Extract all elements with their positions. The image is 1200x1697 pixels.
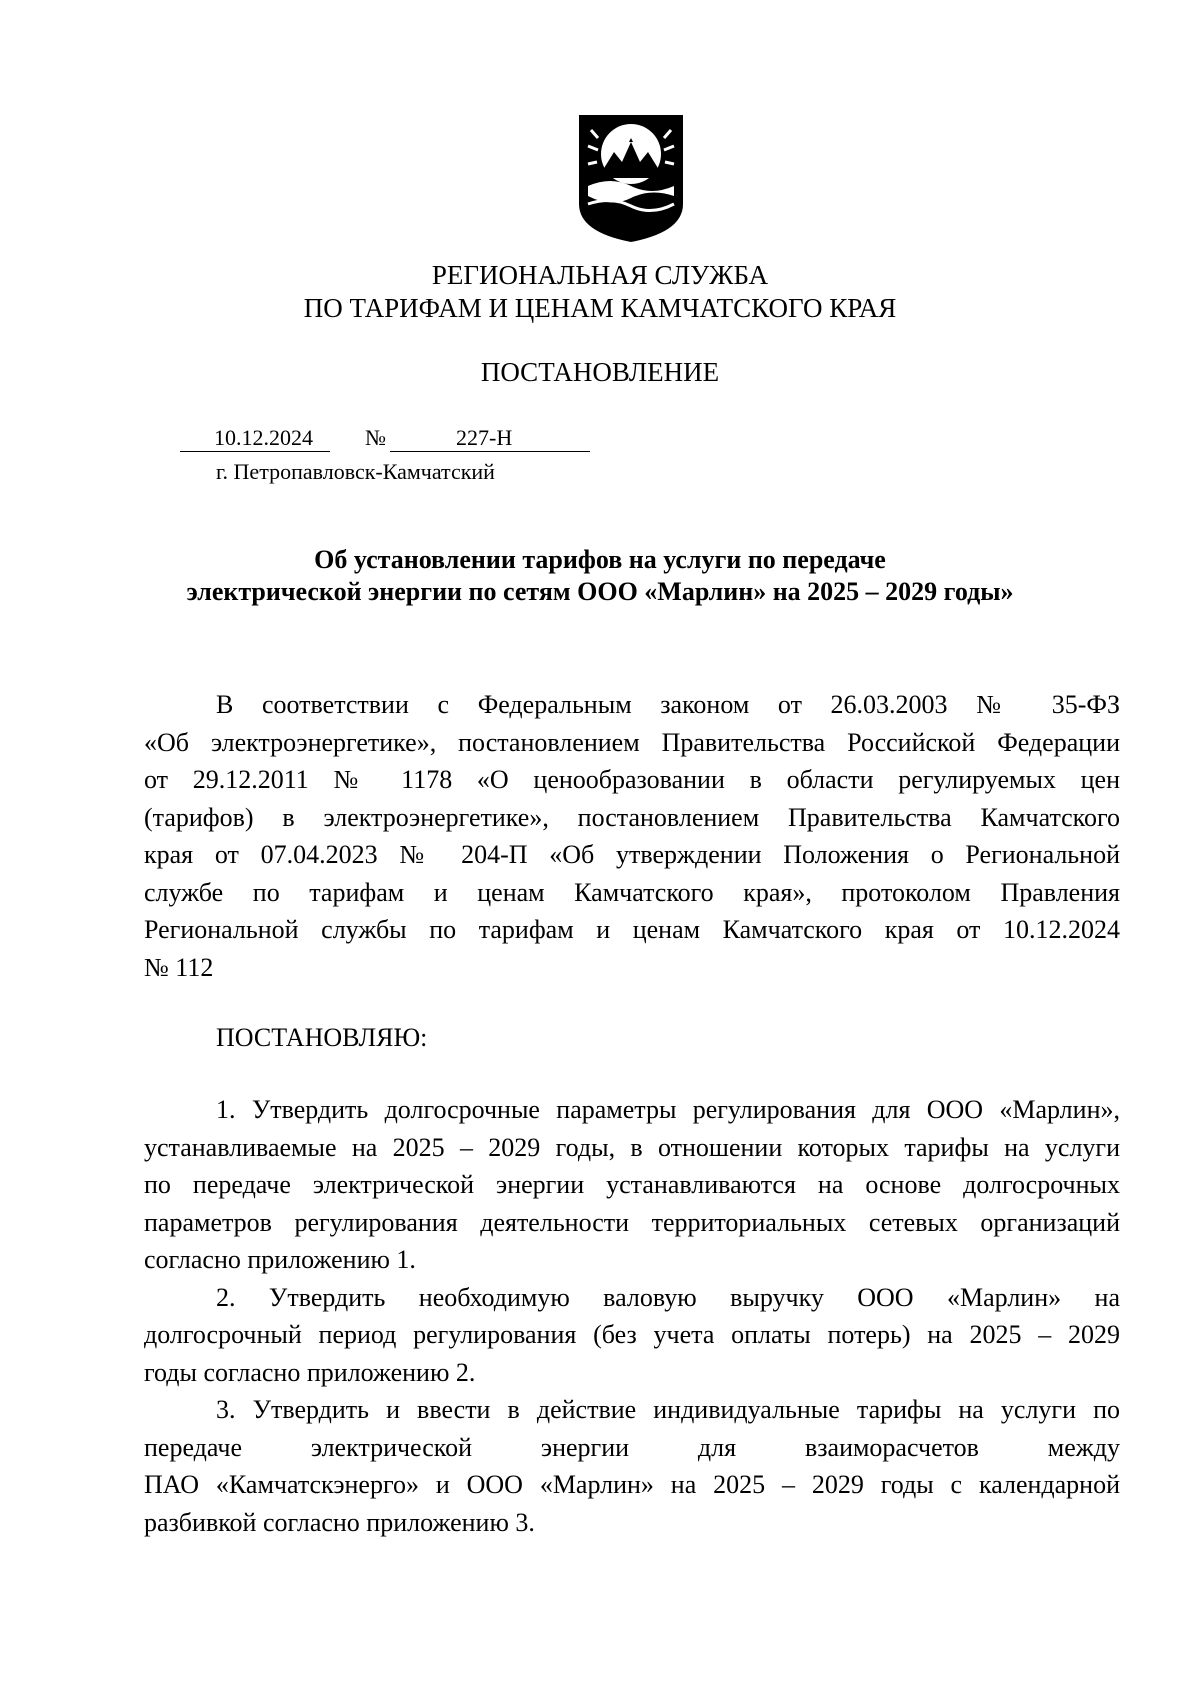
item-1-line: устанавливаемые на 2025 – 2029 годы, в отношении которых тарифы на услуги	[144, 1132, 1120, 1162]
text-line: службе по тарифам и ценам Камчатского края», протоколом Правления	[144, 877, 1120, 907]
item-3-line: ПАО «Камчатскэнерго» и ООО «Марлин» на 2025 – 2029 годы с календарной	[144, 1470, 1120, 1499]
item-1-line: по передаче электрической энергии устанавливаются на основе долгосрочных	[144, 1170, 1120, 1199]
organization-name-line1: РЕГИОНАЛЬНАЯ СЛУЖБА	[431, 260, 769, 290]
text-line: Региональной службы по тарифам и ценам Камчатского края от 10.12.2024	[144, 915, 1120, 944]
document-type: ПОСТАНОВЛЕНИЕ	[480, 357, 720, 387]
number-sign: №	[365, 425, 386, 450]
item-2-line: долгосрочный период регулирования (без учета оплаты потерь) на 2025 – 2029	[144, 1320, 1120, 1349]
text-line: № 112	[144, 952, 214, 982]
item-2-line: 2. Утвердить необходимую валовую выручку ООО «Марлин» на	[216, 1282, 1120, 1312]
item-3-line: 3. Утвердить и ввести в действие индивидуальные тарифы на услуги по	[216, 1395, 1120, 1424]
item-1-line: согласно приложению 1.	[144, 1245, 416, 1274]
preamble-paragraph	[144, 686, 1120, 986]
text-line: «Об электроэнергетике», постановлением Правительства Российской Федерации	[144, 727, 1120, 757]
item-2-line: годы согласно приложению 2.	[144, 1357, 476, 1387]
text-line: края от 07.04.2023 № 204-П «Об утверждении Положения о Региональной	[144, 840, 1120, 869]
document-date: 10.12.2024	[214, 425, 313, 450]
item-3-line: разбивкой согласно приложению 3.	[144, 1507, 535, 1537]
text-line: (тарифов) в электроэнергетике», постановлением Правительства Камчатского	[144, 802, 1120, 832]
decree-word: ПОСТАНОВЛЯЮ:	[216, 1023, 428, 1052]
document-number: 227-Н	[456, 425, 513, 450]
text-line: В соответствии с Федеральным законом от 26.03.2003 № 35-ФЗ	[216, 690, 1120, 719]
kamchatka-coat-of-arms-icon	[576, 112, 686, 245]
date-number-line	[180, 424, 590, 454]
text-line: от 29.12.2011 № 1178 «О ценообразовании в области регулируемых цен	[144, 765, 1120, 794]
decree-heading	[144, 1019, 1120, 1057]
organization-name-line2: ПО ТАРИФАМ И ЦЕНАМ КАМЧАТСКОГО КРАЯ	[303, 293, 897, 323]
item-3-line: передаче электрической энергии для взаиморасчетов между	[144, 1432, 1120, 1462]
document-title-line1: Об установлении тарифов на услуги по передаче	[314, 545, 886, 574]
decree-items	[144, 1091, 1120, 1541]
item-1-line: параметров регулирования деятельности территориальных сетевых организаций	[144, 1207, 1120, 1237]
document-title-line2: электрической энергии по сетям ООО «Марлин» на 2025 – 2029 годы»	[186, 577, 1014, 606]
issuing-city: г. Петропавловск-Камчатский	[216, 459, 495, 484]
item-1-line: 1. Утвердить долгосрочные параметры регулирования для ООО «Марлин»,	[216, 1095, 1120, 1124]
